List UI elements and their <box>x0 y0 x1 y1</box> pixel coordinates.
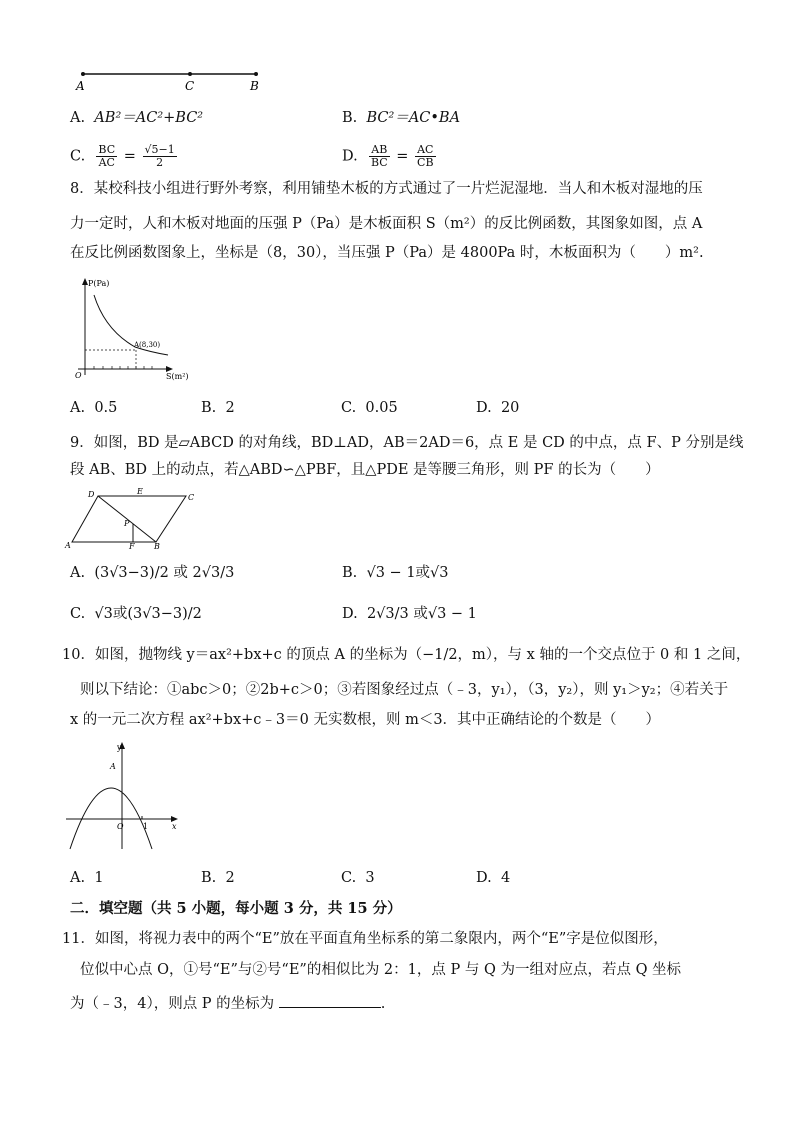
label-a: A <box>76 79 85 93</box>
q9-line-2: 段 AB、BD 上的动点，若△ABD∽△PBF，且△PDE 是等腰三角形，则 PF 的长为（ ） <box>70 462 660 478</box>
label-c: C <box>185 79 195 93</box>
fraction: $\frac{AC}{CB}$ <box>417 143 434 169</box>
one-label: 1 <box>143 822 149 831</box>
q7-option-c[interactable]: C. $\frac{BC}{AC}$ = $\frac{√5-1}{2}$ <box>70 143 175 169</box>
q9-option-a[interactable]: A. (3√3−3)/2 或 2√3/3 <box>70 565 235 581</box>
q9-option-d[interactable]: D. 2√3/3 或√3 − 1 <box>342 606 477 622</box>
fraction: $\frac{√5-1}{2}$ <box>144 143 175 169</box>
q9-line-1: 9．如图，BD 是▱ABCD 的对角线，BD⊥AD，AB＝2AD＝6，点 E 是 CD 的中点，点 F、P 分别是线 <box>70 435 744 451</box>
y-label: y <box>117 743 122 752</box>
q10-option-c[interactable]: C. 3 <box>341 870 375 886</box>
fraction: $\frac{BC}{AC}$ <box>98 143 116 169</box>
label-b: B <box>154 542 160 550</box>
q8-line-1: 8．某校科技小组进行野外考察，利用铺垫木板的方式通过了一片烂泥湿地．当人和木板对湿地的压 <box>70 181 703 197</box>
q10-line-2: 则以下结论：①abc＞0；②2b+c＞0；③若图象经过点（﹣3，y₁），（3，y₂），则 y₁＞y₂；④若关于 <box>80 682 729 698</box>
q9-option-c[interactable]: C. √3或(3√3−3)/2 <box>70 606 202 622</box>
x-axis-label: S(m²) <box>166 372 189 381</box>
q10-option-b[interactable]: B. 2 <box>201 870 235 886</box>
point-c <box>188 72 192 76</box>
q8-graph <box>70 275 200 387</box>
q8-option-c[interactable]: C. 0.05 <box>341 400 398 416</box>
label-a: A <box>65 541 71 550</box>
segment-figure <box>70 64 270 94</box>
q11-line-1: 11．如图，将视力表中的两个“E”放在平面直角坐标系的第二象限内，两个“E”字是位似图形， <box>62 931 668 947</box>
q8-line-2: 力一定时，人和木板对地面的压强 P（Pa）是木板面积 S（m²）的反比例函数，其图象如图，点 A <box>70 216 703 232</box>
q11-line-3: 为（﹣3，4），则点 P 的坐标为 . <box>70 993 385 1014</box>
point-b <box>254 72 258 76</box>
label-p: P <box>124 519 130 528</box>
y-axis-label: P(Pa) <box>88 279 110 288</box>
origin-label: O <box>117 822 124 831</box>
point-a-label: A(8,30) <box>134 341 161 349</box>
q8-option-b[interactable]: B. 2 <box>201 400 235 416</box>
section-heading: 二．填空题（共 5 小题，每小题 3 分，共 15 分） <box>70 900 402 917</box>
point-a <box>81 72 85 76</box>
q9-figure <box>62 486 202 550</box>
q8-option-d[interactable]: D. 20 <box>476 400 520 416</box>
q11-line-2: 位似中心点 O，①号“E”与②号“E”的相似比为 2：1，点 P 与 Q 为一组对应点，若点 Q 坐标 <box>80 962 682 978</box>
q8-option-a[interactable]: A. 0.5 <box>70 400 118 416</box>
q7-option-b[interactable]: B. BC²＝AC•BA <box>342 110 461 126</box>
q10-line-1: 10．如图，抛物线 y＝ax²+bx+c 的顶点 A 的坐标为（−1/2，m），与 x 轴的一个交点位于 0 和 1 之间， <box>62 647 751 663</box>
q7-option-a[interactable]: A. AB²＝AC²+BC² <box>70 110 204 126</box>
vertex-label: A <box>110 762 116 771</box>
q10-line-3: x 的一元二次方程 ax²+bx+c﹣3＝0 无实数根，则 m＜3．其中正确结论的个数是（ ） <box>70 712 661 728</box>
label-b: B <box>250 79 259 93</box>
label-e: E <box>137 487 143 496</box>
q8-line-3: 在反比例函数图象上，坐标是（8，30），当压强 P（Pa）是 4800Pa 时，木板面积为（ ）m². <box>70 245 704 261</box>
origin-label: O <box>75 371 82 380</box>
q10-graph <box>62 737 184 855</box>
label-f: F <box>129 542 135 550</box>
q10-option-d[interactable]: D. 4 <box>476 870 511 886</box>
q7-option-d[interactable]: D. $\frac{AB}{BC}$ = $\frac{AC}{CB}$ <box>342 143 434 169</box>
label-d: D <box>88 490 95 499</box>
label-c: C <box>188 493 195 502</box>
answer-blank[interactable] <box>279 993 381 1008</box>
fraction: $\frac{AB}{BC}$ <box>370 143 388 169</box>
x-label: x <box>172 822 177 831</box>
q10-option-a[interactable]: A. 1 <box>70 870 104 886</box>
q9-option-b[interactable]: B. √3 − 1或√3 <box>342 565 449 581</box>
